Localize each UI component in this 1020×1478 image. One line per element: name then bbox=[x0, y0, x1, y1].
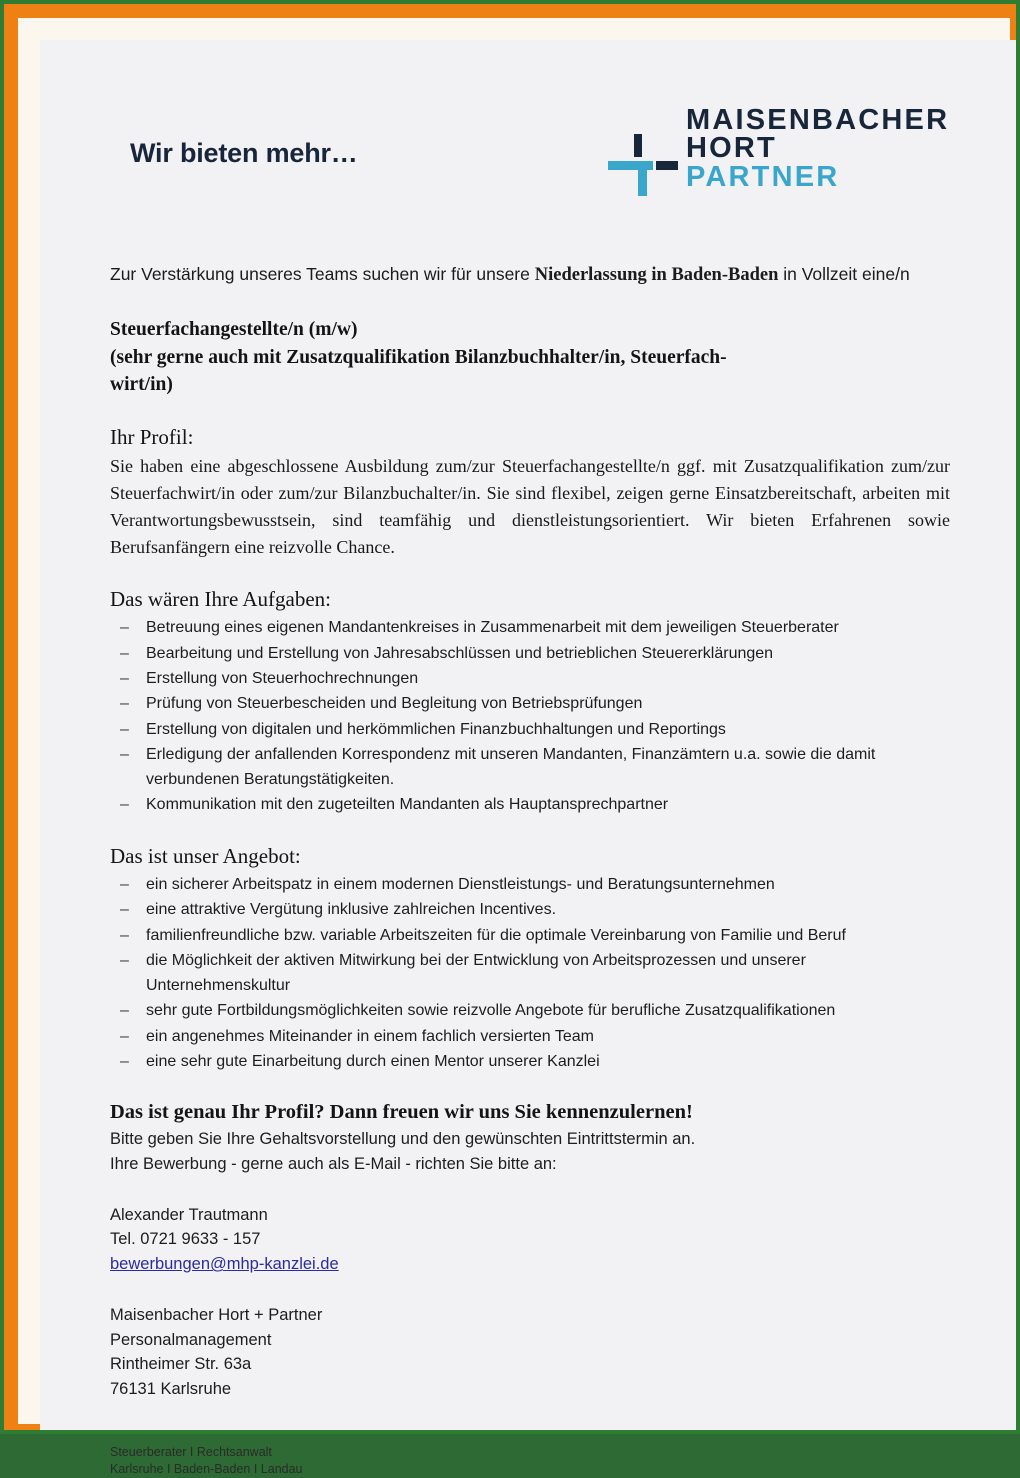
address-block bbox=[110, 1303, 950, 1402]
logo-word-partner: PARTNER bbox=[686, 160, 840, 193]
offer-list bbox=[110, 873, 950, 1075]
dash-bullet-icon: – bbox=[120, 952, 129, 970]
logo-mark-bar-horizontal-dark bbox=[656, 161, 678, 170]
list-item bbox=[110, 873, 950, 897]
list-item bbox=[110, 898, 950, 922]
list-item bbox=[110, 949, 950, 998]
section-tasks-heading: Das wären Ihre Aufgaben: bbox=[110, 587, 331, 612]
list-item-label: sehr gute Fortbildungsmöglichkeiten sowie reizvolle Angebote für berufliche Zusatzqualifikationen bbox=[146, 1002, 836, 1020]
page-frame-inset bbox=[18, 18, 1010, 1477]
dash-bullet-icon: – bbox=[120, 644, 129, 662]
dash-bullet-icon: – bbox=[120, 875, 129, 893]
dash-bullet-icon: – bbox=[120, 746, 129, 764]
section-profile-body: Sie haben eine abgeschlossene Ausbildung zum/zur Steuerfachangestellte/n ggf. mit Zusatzqualifikation zum/zur Steuerfachwirt/in oder zum/zur Bilanzbuchalter/in. Sie sind flexibel, zeigen gerne Einsatzbereitschaft, arbeiten mit Verantwortungsbewusstsein, sind teamfähig und dienstleistungsorientiert. Wir bieten Erfahrenen sowie Berufsanfängern eine reizvolle Chance. bbox=[110, 456, 950, 558]
dash-bullet-icon: – bbox=[120, 669, 129, 687]
dash-bullet-icon: – bbox=[120, 796, 129, 814]
address-company: Maisenbacher Hort + Partner bbox=[110, 1305, 323, 1324]
footer-note-locations: Karlsruhe I Baden-Baden I Landau bbox=[110, 1462, 303, 1477]
list-item-label: eine sehr gute Einarbeitung durch einen Mentor unserer Kanzlei bbox=[146, 1053, 600, 1071]
list-item bbox=[110, 616, 950, 640]
logo-word-maisenbacher: MAISENBACHER bbox=[686, 104, 950, 136]
document-page bbox=[40, 40, 1016, 1477]
list-item bbox=[110, 999, 950, 1023]
logo-mark-bar-vertical-dark bbox=[634, 134, 642, 157]
intro-location-highlight: Niederlassung in Baden-Baden bbox=[534, 265, 779, 285]
list-item-label: Erstellung von digitalen und herkömmlichen Finanzbuchhaltungen und Reportings bbox=[146, 720, 726, 738]
intro-text-part1: Zur Verstärkung unseres Teams suchen wir für unsere bbox=[110, 264, 535, 284]
list-item bbox=[110, 924, 950, 948]
list-item bbox=[110, 1050, 950, 1074]
closing-line-1: Bitte geben Sie Ihre Gehaltsvorstellung und den gewünschten Eintrittstermin an. bbox=[110, 1129, 696, 1148]
closing-line-2: Ihre Bewerbung - gerne auch als E-Mail - richten Sie bitte an: bbox=[110, 1154, 557, 1173]
section-closing-heading: Das ist genau Ihr Profil? Dann freuen wir uns Sie kennenzulernen! bbox=[110, 1100, 693, 1123]
dash-bullet-icon: – bbox=[120, 926, 129, 944]
logo-mark-icon bbox=[608, 134, 670, 196]
job-title-block bbox=[110, 316, 950, 399]
list-item-label: Erstellung von Steuerhochrechnungen bbox=[146, 669, 419, 687]
address-city: 76131 Karlsruhe bbox=[110, 1380, 232, 1399]
intro-paragraph bbox=[110, 260, 950, 291]
job-title-line3: wirt/in) bbox=[110, 374, 173, 396]
address-street: Rintheimer Str. 63a bbox=[110, 1355, 252, 1374]
section-profile bbox=[110, 425, 950, 561]
list-item bbox=[110, 692, 950, 716]
address-department: Personalmanagement bbox=[110, 1330, 272, 1349]
contact-email-link[interactable]: bewerbungen@mhp-kanzlei.de bbox=[110, 1255, 339, 1274]
dash-bullet-icon: – bbox=[120, 720, 129, 738]
list-item-label: Erledigung der anfallenden Korrespondenz mit unseren Mandanten, Finanzämtern u.a. sowie die damit verbundenen Beratungstätigkeiten. bbox=[146, 746, 876, 788]
section-profile-heading: Ihr Profil: bbox=[110, 425, 194, 450]
list-item-label: Betreuung eines eigenen Mandantenkreises in Zusammenarbeit mit dem jeweiligen Steuerberater bbox=[146, 619, 839, 637]
list-item bbox=[110, 667, 950, 691]
list-item-label: Kommunikation mit den zugeteilten Mandanten als Hauptansprechpartner bbox=[146, 796, 669, 814]
contact-block bbox=[110, 1203, 950, 1277]
section-offer-heading: Das ist unser Angebot: bbox=[110, 843, 301, 868]
list-item-label: ein sicherer Arbeitspatz in einem modernen Dienstleistungs- und Beratungsunternehmen bbox=[146, 875, 775, 893]
footer-note-professions: Steuerberater I Rechtsanwalt bbox=[110, 1444, 272, 1459]
list-item-label: Bearbeitung und Erstellung von Jahresabschlüssen und betrieblichen Steuererklärungen bbox=[146, 644, 774, 662]
page-title: Wir bieten mehr… bbox=[130, 138, 358, 168]
section-tasks bbox=[110, 587, 950, 818]
intro-text-part2: in Vollzeit eine/n bbox=[778, 264, 910, 284]
list-item-label: eine attraktive Vergütung inklusive zahlreichen Incentives. bbox=[146, 901, 557, 919]
section-offer bbox=[110, 844, 950, 1075]
dash-bullet-icon: – bbox=[120, 901, 129, 919]
list-item bbox=[110, 743, 950, 792]
dash-bullet-icon: – bbox=[120, 619, 129, 637]
tasks-list bbox=[110, 616, 950, 818]
list-item-label: die Möglichkeit der aktiven Mitwirkung bei der Entwicklung von Arbeitsprozessen und unserer Unternehmenskultur bbox=[146, 952, 806, 994]
job-title-line2: (sehr gerne auch mit Zusatzqualifikation Bilanzbuchhalter/in, Steuerfach- bbox=[110, 346, 727, 368]
logo-mark-bar-vertical-teal bbox=[638, 161, 647, 196]
contact-phone: Tel. 0721 9633 - 157 bbox=[110, 1230, 261, 1249]
list-item-label: familienfreundliche bzw. variable Arbeitszeiten für die optimale Vereinbarung von Familie und Beruf bbox=[146, 926, 846, 944]
list-item bbox=[110, 1025, 950, 1049]
dash-bullet-icon: – bbox=[120, 695, 129, 713]
dash-bullet-icon: – bbox=[120, 1027, 129, 1045]
logo-wordmark bbox=[686, 106, 949, 191]
document-header bbox=[110, 98, 950, 218]
section-closing bbox=[110, 1101, 950, 1177]
contact-name: Alexander Trautmann bbox=[110, 1205, 268, 1224]
list-item bbox=[110, 718, 950, 742]
list-item-label: Prüfung von Steuerbescheiden und Begleitung von Betriebsprüfungen bbox=[146, 695, 643, 713]
company-logo bbox=[608, 98, 950, 208]
logo-word-hort: HORT bbox=[686, 132, 777, 165]
page-frame-border bbox=[4, 4, 1016, 1477]
list-item bbox=[110, 793, 950, 817]
dash-bullet-icon: – bbox=[120, 1053, 129, 1071]
dash-bullet-icon: – bbox=[120, 1002, 129, 1020]
job-title-line1: Steuerfachangestellte/n (m/w) bbox=[110, 318, 358, 340]
list-item bbox=[110, 642, 950, 666]
footer-note bbox=[110, 1444, 950, 1478]
list-item-label: ein angenehmes Miteinander in einem fachlich versierten Team bbox=[146, 1027, 594, 1045]
